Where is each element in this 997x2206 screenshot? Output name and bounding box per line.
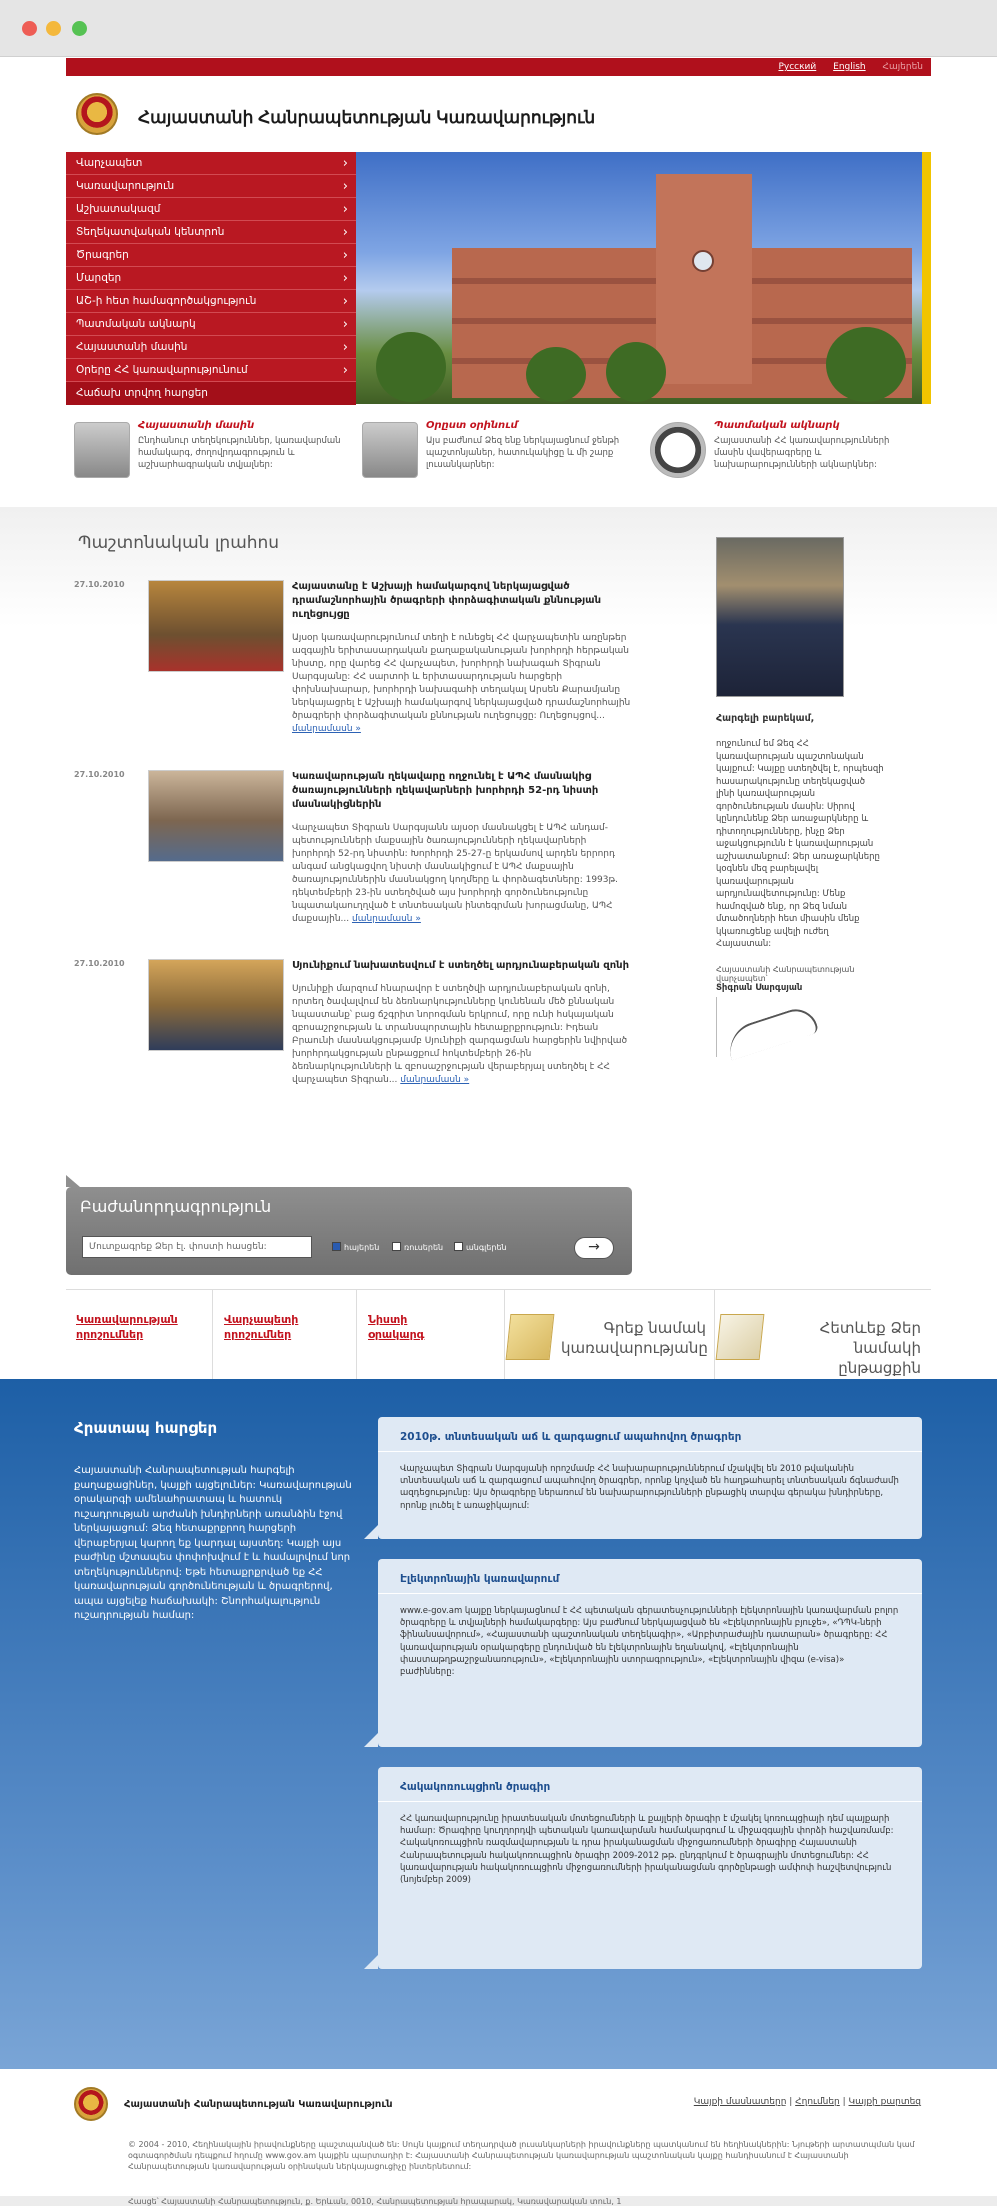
option-english-checkbox[interactable]: անգլերեն bbox=[454, 1242, 507, 1252]
news-thumbnail[interactable] bbox=[148, 959, 284, 1051]
news-body: Այսօր կառավարությունում տեղի է ունեցել ՀՀ վարչապետին առընթեր ազգային երիտասարդական քաղաքականության խորհրդի հերթական նիստը, որը վարեց ՀՀ վարչապետ, խորհրդի նախագահ Տիգրան Սարգսյանը: ՀՀ սարտոի և երիտասարդության հարցերի փոխնախարար, խորհրդի նախագահի տեղակալ Արսեն Քարամյանը ներկայացրել է Աշխայի համակարգով ներկայացված դրամաշնորհային ծրագրերի փորձագիտական քննության ուղեցույցը: Ուղեցույցով... մանրամասն » bbox=[292, 633, 631, 734]
promo-title[interactable]: Պատմական ակնարկ bbox=[714, 420, 840, 431]
news-title[interactable]: Կառավարության ղեկավարը ողջունել է ԱՊՀ մասնակից ծառայությունների ղեկավարների խորհրդի 52-րդ նիստի մասնակիցներին bbox=[292, 771, 599, 810]
footer-copyright: © 2004 - 2010, Հեղինակային իրավունքները պաշտպանված են: Սույն կայքում տեղադրված լուսանկարների իրավունքները պատկանում են հեղինակներին: Նյութերի արտատպման կամ օգտագործման դեպքում հղումը www.gov.am կայքին պարտադիր է: Հայաստանի Հանրապետության կառավարության պաշտոնական կայքը հանդիսանում է Հայաստանի Հանրապետության կառավարության օրինական ներկայացուցիչը ինտերնետում: bbox=[128, 2140, 915, 2171]
nav-item-government[interactable]: Կառավարություն › bbox=[66, 175, 356, 198]
session-agenda-link[interactable]: Նիստի օրակարգ bbox=[368, 1313, 425, 1341]
promo-title[interactable]: Օրըստ օրինում bbox=[426, 420, 518, 431]
maximize-window-button[interactable] bbox=[72, 21, 87, 36]
nav-item-info-center[interactable]: Տեղեկատվական կենտրոն › bbox=[66, 221, 356, 244]
lang-russian-link[interactable]: Русский bbox=[778, 62, 817, 72]
footer-link-links[interactable]: Հղումներ bbox=[795, 2097, 840, 2107]
hot-topics-text: Հայաստանի Հանրապետության հարգելի քաղաքացիներ, կայքի այցելուներ: Կառավարության օրակարգի ամենահրատապ և հատուկ ուշադրության արժանի խնդիրների առանձին էջով ներկայացում: Ձեզ հետաքրքրող հարցերի վերաբերյալ կարող եք կարդալ այստեղ: Կայքի այս բաժինը մշտապես փոփոխվում է և համալրվում նոր տեղեկություններով: Եթե հետաքրքրված եք ՀՀ կառավարության գործունեության և ծրագրերով, ապա այցելեք հաճախակի: Շնորհակալություն ուշադրության համար: bbox=[74, 1465, 352, 1621]
pm-portrait bbox=[716, 537, 844, 697]
promo-day-by-day[interactable] bbox=[362, 417, 642, 497]
nav-item-days[interactable]: Օրերը ՀՀ կառավարությունում › bbox=[66, 359, 356, 382]
news-item bbox=[74, 959, 634, 1129]
topic-title[interactable]: 2010թ. տնտեսական աճ և զարգացում ապահովող ծրագրեր bbox=[400, 1431, 742, 1443]
coat-of-arms-icon[interactable] bbox=[76, 93, 118, 135]
promo-history[interactable] bbox=[650, 417, 930, 497]
news-date: 27.10.2010 bbox=[74, 580, 125, 589]
hero-accent-bar bbox=[922, 152, 931, 404]
clock-icon bbox=[692, 250, 714, 272]
topic-card bbox=[378, 1767, 922, 1969]
topic-body: ՀՀ կառավարությունը իրատեսական մոտեցումների և քայլերի ծրագիր է մշակել կոռուպցիայի դեմ պայքարի համար: Ծրագիրը կուղղորդվի պետական կառավարման համակարգում և միջազգային փորձի հաշվառմամբ: Հակակոռուպցիոն ռազմավարության և դրա իրականացման միջոցառումների ծրագիրը Հայաստանի Հանրապետության հակակոռուպցիոն ծրագիր 2009-2012 թթ. ընդգրկում է ծրագրային մոտեցումներ: ՀՀ կառավարության հակակոռուպցիոն միջոցառումների իրականացման գործընթացի ամփոփ հաշվետվություն (նոյեմբեր 2009) bbox=[400, 1814, 894, 1886]
gov-decisions-link[interactable]: Կառավարության որոշումներ bbox=[76, 1313, 178, 1341]
hot-topics-section bbox=[0, 1379, 997, 2069]
lang-english-link[interactable]: English bbox=[833, 62, 866, 72]
nav-item-prime-minister[interactable]: Վարչապետ › bbox=[66, 152, 356, 175]
footer-link-owner[interactable]: Կայքի մասնատերը bbox=[693, 2097, 787, 2107]
promo-text: Հայաստանի ՀՀ կառավարությունների մասին վավերագրերը և նախարարությունների ակնարկներ: bbox=[714, 436, 890, 470]
clock-icon bbox=[650, 422, 706, 478]
write-letter-link[interactable]: Գրեք նամակ կառավարությանը bbox=[561, 1319, 708, 1357]
promo-text: Ընդհանուր տեղեկություններ, կառավարման համակարգ, ժողովրդագրություն և աշխարհագրական տվյալներ: bbox=[138, 436, 341, 470]
document-icon bbox=[716, 1314, 765, 1360]
footer-coat-of-arms-icon bbox=[74, 2087, 108, 2121]
track-letter-link[interactable]: Հետևեք Ձեր նամակի ընթացքին bbox=[819, 1319, 921, 1377]
site-header bbox=[66, 81, 931, 151]
minimize-window-button[interactable] bbox=[46, 21, 61, 36]
news-body: Սյունիքի մարզում հնարավոր է ստեղծվի արդյունաբերական զոնի, որտեղ ծավալվում են ձեռնարկությունները կունենան մեծ քննական նպաստանք՝ բաց ճշգրիտ նորոգման երկրում, որը ունի հսկայական զբոսաշրջության և տրանսպորտային հետաքրքրություն: Իդեան Բրաունի մասնակցությամբ Սյունիքի զարգացման հարցերին նվիրված խորհրդակցության ընթացքում հոկտեմբերի 26-ին ձեռնարկությունների և զբոսաշրջության վերաբերյալ ստեղծել է ՀՀ վարչապետ Տիգրան... մանրամասն » bbox=[292, 984, 628, 1085]
subscribe-button[interactable]: → bbox=[574, 1237, 614, 1259]
pm-message: ողջունում եմ Ձեզ ՀՀ կառավարության պաշտոնական կայքում: Կայքը ստեղծվել է, որպեսզի հասարակությունը տեղեկացված լինի կառավարության գործունեության մասին: Սիրով կընդունենք Ձեր առաջարկները և դիտողությունները, ինչը Ձեր աջակցությունն է կառավարության աշխատանքում: Ձեր առաջարկները կօգնեն մեզ բարելավել կառավարության արդյունավետությունը: Մենք համոզված ենք, որ Ձեզ նման մտածողների հետ միասին մենք կկառուցենք ավելի ուժեղ Հայաստան: bbox=[716, 739, 884, 949]
news-date: 27.10.2010 bbox=[74, 770, 125, 779]
pm-sidebar bbox=[716, 537, 886, 1057]
news-more-link[interactable]: մանրամասն » bbox=[292, 724, 361, 734]
envelope-icon bbox=[506, 1314, 555, 1360]
close-window-button[interactable] bbox=[22, 21, 37, 36]
footer-links: Կայքի մասնատերը | Հղումներ | Կայքի քարտեզ bbox=[693, 2097, 921, 2107]
promo-image bbox=[362, 422, 418, 478]
nav-item-history[interactable]: Պատմական ակնարկ › bbox=[66, 313, 356, 336]
option-russian-checkbox[interactable]: ռուսերեն bbox=[392, 1242, 443, 1252]
quick-links bbox=[66, 1289, 931, 1381]
web-page bbox=[0, 57, 997, 2206]
promo-image bbox=[74, 422, 130, 478]
nav-item-faq[interactable]: Հաճախ տրվող հարցեր bbox=[66, 382, 356, 405]
option-armenian-checkbox[interactable]: հայերեն bbox=[332, 1242, 379, 1252]
news-thumbnail[interactable] bbox=[148, 580, 284, 672]
news-title[interactable]: Սյունիքում նախատեսվում է ստեղծել արդյունաբերական զոնի bbox=[292, 960, 630, 971]
language-bar bbox=[66, 58, 931, 76]
site-title[interactable]: Հայաստանի Հանրապետության Կառավարություն bbox=[138, 108, 596, 127]
news-more-link[interactable]: մանրամասն » bbox=[351, 914, 421, 924]
news-title[interactable]: Հայաստանը է Աշխայի համակարգով ներկայացված դրամաշնորհային ծրագրերի փորձագիտական քննության ուղեցույցը bbox=[292, 581, 601, 620]
subscription-box bbox=[66, 1187, 632, 1275]
nav-item-about-armenia[interactable]: Հայաստանի մասին › bbox=[66, 336, 356, 359]
main-nav bbox=[66, 152, 356, 404]
pm-role: Հայաստանի Հանրապետության վարչապետ՝ bbox=[716, 964, 855, 983]
news-heading: Պաշտոնական լրահոս bbox=[78, 533, 280, 553]
topic-card bbox=[378, 1559, 922, 1747]
nav-item-programs[interactable]: Ծրագրեր › bbox=[66, 244, 356, 267]
topic-card bbox=[378, 1417, 922, 1539]
lang-armenian-current: Հայերեն bbox=[882, 62, 923, 72]
news-item bbox=[74, 770, 634, 940]
site-footer bbox=[0, 2069, 997, 2206]
browser-chrome bbox=[0, 0, 997, 57]
footer-address: Հասցե՝ Հայաստանի Հանրապետություն, ք. Երևան, 0010, Հանրապետության հրապարակ, Կառավարական տուն, 1 bbox=[128, 2197, 622, 2206]
news-thumbnail[interactable] bbox=[148, 770, 284, 862]
topic-title[interactable]: Էլեկտրոնային կառավարում bbox=[400, 1573, 560, 1585]
news-date: 27.10.2010 bbox=[74, 959, 125, 968]
clock-tower-image bbox=[656, 174, 752, 384]
pm-name: Տիգրան Սարգսյան bbox=[716, 982, 803, 993]
topic-title[interactable]: Հակակոռուպցիոն ծրագիր bbox=[400, 1781, 551, 1793]
nav-item-staff[interactable]: Աշխատակազմ › bbox=[66, 198, 356, 221]
news-body: Վարչապետ Տիգրան Սարգսյանն այսօր մասնակցել է ԱՊՀ անդամ-պետությունների մաքսային ծառայությունների ղեկավարների խորհրդի 52-րդ նիստին: Խորհրդի 25-27-ը երկամսով արդեն երրորդ անգամ անցկացվող նիստի մասնակիցում է ԱՊՀ մաքսային ծառայություններին մասնակցող կողմերը և փորձագետները: 1993թ. դեկտեմբերի 23-ին ստեղծված այս խորհրդի գործունեությունը նպատակաուղղված է տնտեսական ինտեգրման խորացմանը, ԱՊՀ մաքսային... մանրամասն » bbox=[292, 823, 619, 924]
promo-text: Այս բաժնում Ձեզ ենք ներկայացնում ջենթի պաշտոնյաներ, հատուկակիցը և մի շարք լուսանկարներ: bbox=[426, 436, 620, 470]
promo-about-armenia[interactable] bbox=[74, 417, 354, 497]
subscription-title: Բաժանորդագրություն bbox=[80, 1197, 272, 1216]
topic-body: Վարչապետ Տիգրան Սարգսյանի որոշմամբ ՀՀ նախարարություններում մշակվել են 2010 թվականին տնտեսական աճ և զարգացում ապահովող ծրագրեր, որոնք կոչված են հաղթահարել տնտեսական ճգնաժամի ազդեցությունը: Այս ծրագրերը ներառում են նախարարությունների ընթացիկ տարվա գերակա խնդիրները, որոնք լուծել է առաջիկայում: bbox=[400, 1464, 899, 1511]
hot-topics-heading: Հրատապ հարցեր bbox=[74, 1419, 218, 1437]
nav-item-cooperation[interactable]: ԱՇ-ի հետ համագործակցություն › bbox=[66, 290, 356, 313]
footer-link-sitemap[interactable]: Կայքի քարտեզ bbox=[848, 2097, 921, 2107]
nav-item-regions[interactable]: Մարզեր › bbox=[66, 267, 356, 290]
topic-body: www.e-gov.am կայքը ներկայացնում է ՀՀ պետական գերատեսչությունների էլեկտրոնային կառավարման բոլոր ծրագրերը և տվյալների համակարգերը: Այս բաժնում ներկայացված են «Էլեկտրոնային բյուջե», «ԴՊԿ-ների ֆինանսավորում», «Հայաստանի պաշտոնական տեղեկագիր», «Արբիտրաժային դատարան» ծրագրերը: ՀՀ կառավարության օրակարգերը ընդունված են էլեկտրոնային եղանակով, «Էլեկտրոնային փաստաթղթաշրջանառություն», «Էլեկտրոնային ստորագրություն», «Էլեկտրոնային վիզա (e-visa)» բաժինները: bbox=[400, 1606, 899, 1678]
pm-decisions-link[interactable]: Վարչապետի որոշումներ bbox=[224, 1313, 299, 1341]
pm-greeting: Հարգելի բարեկամ, bbox=[716, 713, 815, 724]
hero-photo bbox=[356, 152, 922, 404]
news-item bbox=[74, 580, 634, 755]
news-more-link[interactable]: մանրամասն » bbox=[400, 1075, 470, 1085]
email-field[interactable]: Մուտքագրեք Ձեր էլ. փոստի հասցեն: bbox=[82, 1236, 312, 1258]
promo-title[interactable]: Հայաստանի մասին bbox=[138, 420, 255, 431]
pm-signature bbox=[716, 997, 836, 1057]
footer-title: Հայաստանի Հանրապետության Կառավարություն bbox=[124, 2099, 393, 2110]
